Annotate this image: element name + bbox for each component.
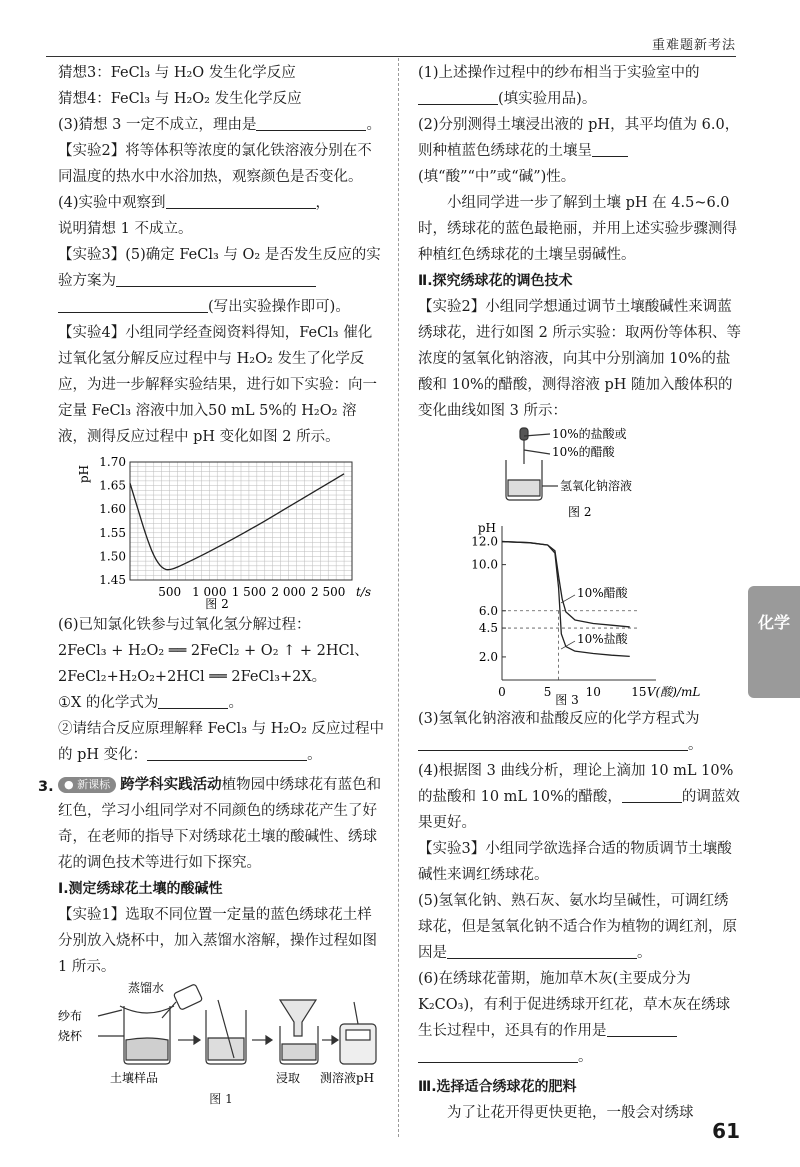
- label-cloth: 纱布: [58, 1009, 83, 1023]
- answer-blank[interactable]: [116, 269, 316, 287]
- experiment-1-text: 【实验1】选取不同位置一定量的蓝色绣球花土样分别放入烧杯中，加入蒸馏水溶解，操作过程如图 1 所示。: [58, 907, 377, 975]
- x-tick-label: 1 500: [231, 585, 267, 599]
- badge-text: 新课标: [77, 778, 111, 791]
- arrow-icon: [252, 1036, 272, 1044]
- section-1-title: Ⅰ.测定绣球花土壤的酸碱性: [58, 881, 223, 897]
- answer-blank[interactable]: [592, 139, 628, 157]
- figure-1-caption: 图 1: [209, 1092, 233, 1106]
- x-tick-label: 2 500: [311, 585, 346, 599]
- question-4-right: [418, 758, 743, 836]
- figure-2-right-caption: 图 2: [568, 505, 592, 519]
- x-axis-label: V(酸)/mL: [646, 685, 701, 699]
- beaker-with-cloth-icon: [98, 1006, 174, 1064]
- titration-setup-figure: [418, 424, 743, 520]
- header-title: 重难题新考法: [651, 38, 736, 53]
- answer-blank[interactable]: [607, 1019, 677, 1037]
- chart-3-caption: 图 3: [555, 693, 579, 706]
- punct: 。: [688, 737, 703, 753]
- punct: 。: [307, 747, 322, 763]
- question-4-conclusion: 说明猜想 1 不成立。: [58, 221, 193, 237]
- question-5-right-text: (5)氢氧化钠、熟石灰、氨水均呈碱性，可调红绣球花，但是氢氧化钠不适合作为植物的调红剂，原因是: [418, 893, 737, 961]
- y-tick-label: 6.0: [478, 603, 498, 618]
- section-3-title: Ⅲ.选择适合绣球花的肥料: [418, 1079, 577, 1095]
- label-soak: 浸取: [276, 1071, 301, 1085]
- label-distilled-water: 蒸馏水: [128, 981, 165, 995]
- punct: ，: [315, 195, 331, 211]
- answer-blank[interactable]: [622, 785, 682, 803]
- label-beaker: 烧杯: [58, 1029, 83, 1043]
- column-divider: [398, 58, 399, 1137]
- question-5-right: [418, 888, 743, 966]
- question-2: [418, 112, 743, 190]
- page-number: 61: [712, 1119, 740, 1143]
- answer-blank[interactable]: [166, 191, 316, 209]
- series-label: 10%盐酸: [577, 632, 628, 647]
- stirring-beaker-icon: [206, 1000, 246, 1064]
- answer-blank[interactable]: [147, 743, 307, 761]
- section-2-title: Ⅱ.探究绣球花的调色技术: [418, 273, 573, 289]
- answer-blank[interactable]: [418, 1045, 578, 1063]
- answer-blank[interactable]: [447, 941, 637, 959]
- arrow-icon: [178, 1036, 200, 1044]
- answer-blank[interactable]: [158, 691, 228, 709]
- y-tick-label: 1.50: [99, 549, 126, 564]
- subject-tab: 化学: [748, 586, 800, 698]
- x-tick-label: 10: [585, 685, 601, 699]
- question-6-right-text: (6)在绣球花蕾期，施加草木灰(主要成分为 K₂CO₃)，有利于促进绣球开红花，草木灰在绣球生长过程中，还具有的作用是: [418, 971, 731, 1039]
- x-tick-label: 15: [631, 685, 647, 699]
- question-3-text: (3)猜想 3 一定不成立，理由是: [58, 117, 257, 133]
- filter-funnel-icon: [280, 1000, 318, 1064]
- question-2-hint: (填“酸”“中”或“碱”)性。: [418, 169, 576, 185]
- answer-blank[interactable]: [418, 87, 498, 105]
- fertilizer-intro: 为了让花开得更快更艳，一般会对绣球: [447, 1105, 694, 1121]
- equation-2: 2FeCl₂+H₂O₂+2HCl ══ 2FeCl₃+2X。: [58, 669, 327, 685]
- y-tick-label: 12.0: [471, 534, 498, 549]
- question-4-right-text: (4)根据图 3 曲线分析，理论上滴加 10 mL 10%的盐酸和 10 mL 10%的醋酸，: [418, 763, 734, 805]
- legend-leader: [561, 595, 575, 603]
- y-tick-label: 1.55: [99, 525, 126, 540]
- hypothesis-4: 猜想4：FeCl₃ 与 H₂O₂ 发生化学反应: [58, 91, 302, 107]
- ph-meter-icon: [340, 1002, 376, 1064]
- acid-label-1: 10%的盐酸或: [552, 427, 627, 441]
- x-tick-label: 2 000: [271, 585, 306, 599]
- question-6-1-text: ①X 的化学式为: [58, 695, 159, 711]
- chart-1-caption: 图 2: [205, 597, 229, 611]
- answer-blank[interactable]: [418, 733, 688, 751]
- question-3-stem: [58, 772, 384, 876]
- question-6-2-text: ②请结合反应原理解释 FeCl₃ 与 H₂O₂ 反应过程中的 pH 变化：: [58, 721, 384, 763]
- answer-blank[interactable]: [58, 295, 208, 313]
- x-tick-label: 500: [158, 585, 182, 599]
- ph-time-chart: [58, 452, 384, 612]
- y-axis-label: pH: [477, 521, 496, 535]
- question-5-text: 【实验3】(5)确定 FeCl₃ 与 O₂ 是否发生反应的实验方案为: [58, 247, 381, 289]
- question-2-text: (2)分别测得土壤浸出液的 pH，其平均值为 6.0，则种植蓝色绣球花的土壤呈: [418, 117, 740, 159]
- y-axis-label: pH: [77, 464, 91, 484]
- soil-ph-info: 小组同学进一步了解到土壤 pH 在 4.5~6.0 时，绣球花的蓝色最艳丽，并用上述实验步骤测得种植红色绣球花的土壤呈弱碱性。: [418, 195, 737, 263]
- x-axis-label: t/s: [356, 585, 372, 599]
- y-tick-label: 1.60: [99, 502, 126, 517]
- ph-acid-volume-chart: [418, 520, 743, 706]
- experiment-2-right-text: 【实验2】小组同学想通过调节土壤酸碱性来调蓝绣球花，进行如图 2 所示实验：取两份等体积、等浓度的氢氧化钠溶液，向其中分别滴加 10%的盐酸和 10%的醋酸，测得溶液 pH 随加入酸体积的变化曲线如图 3 所示：: [418, 299, 741, 419]
- question-3-number: 3.: [38, 779, 54, 795]
- punct: 。: [578, 1049, 593, 1065]
- y-tick-label: 1.70: [99, 455, 126, 469]
- question-1-text: (1)上述操作过程中的纱布相当于实验室中的: [418, 65, 700, 81]
- question-3-right: [418, 706, 743, 758]
- soil-ph-procedure-figure: [58, 980, 384, 1090]
- question-5-hint: (写出实验操作即可)。: [208, 299, 350, 315]
- beaker-icon: [506, 434, 558, 500]
- question-1-hint: (填实验用品)。: [498, 91, 597, 107]
- experiment-2-text: 【实验2】将等体积等浓度的氯化铁溶液分别在不同温度的热水中水浴加热，观察颜色是否变化。: [58, 143, 372, 185]
- header-rule: [46, 56, 736, 57]
- question-3-reason: [58, 112, 384, 138]
- experiment-3-question-5: [58, 242, 384, 320]
- x-tick-label: 0: [498, 685, 506, 699]
- punct: 。: [228, 695, 243, 711]
- x-tick-label: 5: [543, 685, 552, 699]
- y-tick-label: 1.45: [99, 573, 126, 587]
- y-tick-label: 10.0: [471, 557, 498, 572]
- series-label: 10%醋酸: [577, 585, 628, 600]
- label-measure-ph: 测溶液pH: [320, 1071, 375, 1085]
- dropper-icon: [520, 428, 528, 464]
- acid-label-2: 10%的醋酸: [552, 445, 615, 459]
- activity-title: 跨学科实践活动: [120, 777, 222, 793]
- series-line-acetic-acid: [502, 542, 630, 627]
- question-4-right-end: 的调蓝效果更好。: [418, 789, 740, 831]
- arrow-icon: [322, 1036, 338, 1044]
- experiment-3-right-text: 【实验3】小组同学欲选择合适的物质调节土壤酸碱性来调红绣球花。: [418, 841, 732, 883]
- question-3-right-text: (3)氢氧化钠溶液和盐酸反应的化学方程式为: [418, 711, 700, 727]
- label-soil-sample: 土壤样品: [110, 1071, 159, 1085]
- x-tick-label: 1 000: [192, 585, 227, 599]
- question-6-intro: (6)已知氯化铁参与过氧化氢分解过程：: [58, 617, 311, 633]
- base-label: 氢氧化钠溶液: [560, 479, 633, 493]
- question-4-text: (4)实验中观察到: [58, 195, 166, 211]
- question-6-2: [58, 716, 384, 768]
- left-column: [58, 60, 384, 1108]
- punct: 。: [366, 117, 381, 133]
- y-tick-label: 4.5: [478, 621, 498, 636]
- question-1: [418, 60, 743, 112]
- experiment-4-text: 【实验4】小组同学经查阅资料得知，FeCl₃ 催化过氧化氢分解反应过程中与 H₂O₂ 发生了化学反应，为进一步解释实验结果，进行如下实验：向一定量 FeCl₃ 溶液中加入50 mL 5%的 H₂O₂ 溶液，测得反应过程中 pH 变化如图 2 所示。: [58, 325, 377, 445]
- punct: 。: [637, 945, 652, 961]
- wash-bottle-icon: [162, 984, 203, 1018]
- question-6-right: [418, 966, 743, 1070]
- new-curriculum-badge: ● 新课标: [58, 777, 116, 793]
- hypothesis-3: 猜想3：FeCl₃ 与 H₂O 发生化学反应: [58, 65, 296, 81]
- answer-blank[interactable]: [256, 113, 366, 131]
- question-3-intro: 植物园中绣球花有蓝色和红色，学习小组同学对不同颜色的绣球花产生了好奇，在老师的指导下对绣球花土壤的酸碱性、绣球花的调色技术等进行如下探究。: [58, 777, 382, 871]
- question-4: [58, 190, 384, 216]
- equation-1: 2FeCl₃ + H₂O₂ ══ 2FeCl₂ + O₂ ↑ + 2HCl、: [58, 643, 369, 659]
- series-line-ph: [130, 474, 344, 570]
- right-column: [418, 60, 743, 1126]
- y-tick-label: 2.0: [478, 649, 498, 664]
- y-tick-label: 1.65: [99, 478, 126, 493]
- question-6-1: [58, 690, 384, 716]
